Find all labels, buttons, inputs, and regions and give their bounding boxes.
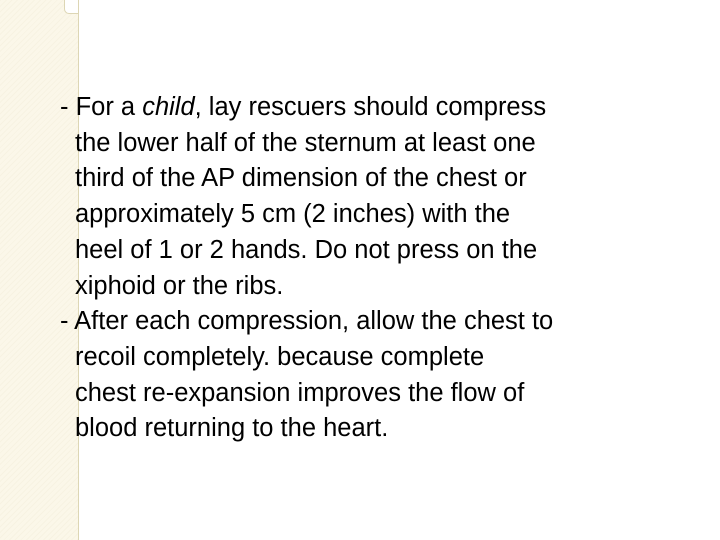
bullet-line: heel of 1 or 2 hands. Do not press on the xyxy=(75,235,538,264)
bullet-child-compression xyxy=(0,90,720,304)
decorative-corner-tab xyxy=(64,0,78,14)
bullet-line: - After each compression, allow the chest to xyxy=(60,307,554,336)
slide-body xyxy=(0,90,720,447)
emphasis-child: child xyxy=(142,93,195,121)
bullet-line: third of the AP dimension of the chest or xyxy=(75,164,527,193)
bullet-line: approximately 5 cm (2 inches) with the xyxy=(75,200,511,229)
bullet-chest-recoil xyxy=(0,304,720,447)
bullet-line: xiphoid or the ribs. xyxy=(75,271,284,300)
bullet-line: - For a child, lay rescuers should compress xyxy=(60,93,547,121)
bullet-line: recoil completely. because complete xyxy=(75,342,485,371)
bullet-line: the lower half of the sternum at least one xyxy=(75,128,536,157)
bullet-line: blood returning to the heart. xyxy=(75,414,389,443)
bullet-line: chest re-expansion improves the flow of xyxy=(75,378,525,407)
